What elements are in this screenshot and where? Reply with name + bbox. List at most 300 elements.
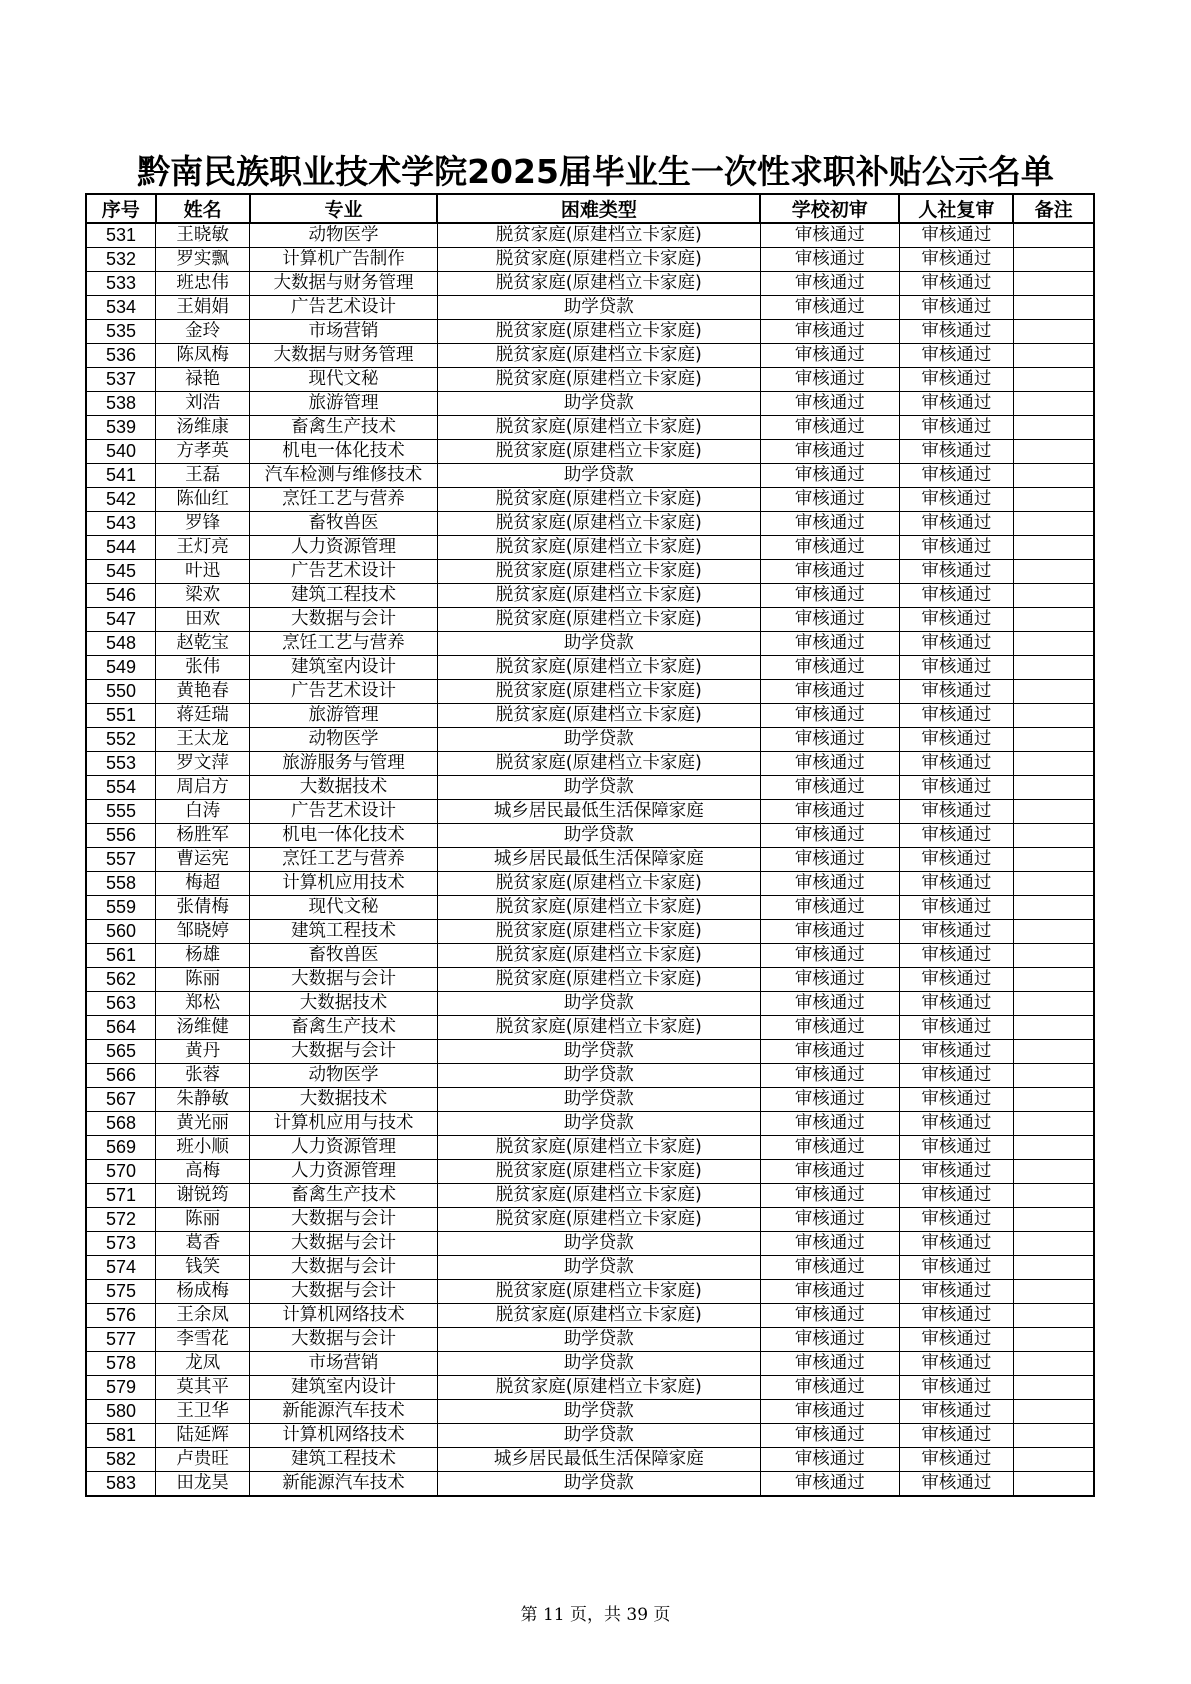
cell-index: 568 xyxy=(86,1112,156,1136)
cell-remarks xyxy=(1013,1328,1094,1352)
cell-remarks xyxy=(1013,1016,1094,1040)
cell-name: 王灯亮 xyxy=(156,536,250,560)
cell-major: 汽车检测与维修技术 xyxy=(250,464,438,488)
cell-name: 汤维健 xyxy=(156,1016,250,1040)
cell-index: 536 xyxy=(86,344,156,368)
table-row xyxy=(86,632,1094,656)
cell-school-review: 审核通过 xyxy=(760,1232,899,1256)
cell-remarks xyxy=(1013,1136,1094,1160)
cell-hr-review: 审核通过 xyxy=(899,223,1013,248)
cell-hr-review: 审核通过 xyxy=(899,512,1013,536)
cell-remarks xyxy=(1013,416,1094,440)
cell-hr-review: 审核通过 xyxy=(899,1400,1013,1424)
cell-name: 谢锐筠 xyxy=(156,1184,250,1208)
cell-school-review: 审核通过 xyxy=(760,464,899,488)
table-row xyxy=(86,1280,1094,1304)
cell-remarks xyxy=(1013,872,1094,896)
cell-index: 563 xyxy=(86,992,156,1016)
cell-major: 旅游管理 xyxy=(250,704,438,728)
cell-major: 大数据与会计 xyxy=(250,1208,438,1232)
cell-major: 市场营销 xyxy=(250,320,438,344)
cell-difficulty-type: 脱贫家庭(原建档立卡家庭) xyxy=(437,488,760,512)
cell-remarks xyxy=(1013,272,1094,296)
cell-name: 汤维康 xyxy=(156,416,250,440)
cell-index: 559 xyxy=(86,896,156,920)
cell-major: 大数据与会计 xyxy=(250,1256,438,1280)
cell-major: 大数据与会计 xyxy=(250,1040,438,1064)
cell-hr-review: 审核通过 xyxy=(899,776,1013,800)
table-row xyxy=(86,440,1094,464)
cell-name: 王卫华 xyxy=(156,1400,250,1424)
cell-major: 广告艺术设计 xyxy=(250,560,438,584)
cell-name: 朱静敏 xyxy=(156,1088,250,1112)
cell-index: 548 xyxy=(86,632,156,656)
cell-index: 565 xyxy=(86,1040,156,1064)
table-row xyxy=(86,1016,1094,1040)
cell-major: 现代文秘 xyxy=(250,896,438,920)
cell-name: 禄艳 xyxy=(156,368,250,392)
cell-name: 杨成梅 xyxy=(156,1280,250,1304)
cell-school-review: 审核通过 xyxy=(760,824,899,848)
cell-major: 新能源汽车技术 xyxy=(250,1400,438,1424)
cell-remarks xyxy=(1013,536,1094,560)
cell-difficulty-type: 脱贫家庭(原建档立卡家庭) xyxy=(437,440,760,464)
cell-difficulty-type: 城乡居民最低生活保障家庭 xyxy=(437,1448,760,1472)
cell-difficulty-type: 脱贫家庭(原建档立卡家庭) xyxy=(437,896,760,920)
cell-hr-review: 审核通过 xyxy=(899,800,1013,824)
cell-remarks xyxy=(1013,296,1094,320)
cell-school-review: 审核通过 xyxy=(760,752,899,776)
cell-name: 葛香 xyxy=(156,1232,250,1256)
cell-remarks xyxy=(1013,464,1094,488)
cell-remarks xyxy=(1013,776,1094,800)
cell-major: 人力资源管理 xyxy=(250,536,438,560)
cell-major: 市场营销 xyxy=(250,1352,438,1376)
cell-name: 曹运宪 xyxy=(156,848,250,872)
cell-name: 钱笑 xyxy=(156,1256,250,1280)
table-row xyxy=(86,1136,1094,1160)
cell-index: 543 xyxy=(86,512,156,536)
cell-hr-review: 审核通过 xyxy=(899,1136,1013,1160)
table-row xyxy=(86,320,1094,344)
cell-difficulty-type: 助学贷款 xyxy=(437,464,760,488)
col-header-school-review: 学校初审 xyxy=(760,194,899,223)
cell-difficulty-type: 脱贫家庭(原建档立卡家庭) xyxy=(437,1136,760,1160)
table-row xyxy=(86,680,1094,704)
cell-difficulty-type: 助学贷款 xyxy=(437,1424,760,1448)
cell-major: 新能源汽车技术 xyxy=(250,1472,438,1497)
cell-remarks xyxy=(1013,1376,1094,1400)
cell-difficulty-type: 脱贫家庭(原建档立卡家庭) xyxy=(437,536,760,560)
document-title: 黔南民族职业技术学院2025届毕业生一次性求职补贴公示名单 xyxy=(137,152,1054,191)
cell-difficulty-type: 脱贫家庭(原建档立卡家庭) xyxy=(437,368,760,392)
cell-name: 罗文萍 xyxy=(156,752,250,776)
cell-school-review: 审核通过 xyxy=(760,1424,899,1448)
cell-major: 建筑工程技术 xyxy=(250,920,438,944)
cell-index: 546 xyxy=(86,584,156,608)
cell-school-review: 审核通过 xyxy=(760,392,899,416)
cell-major: 大数据技术 xyxy=(250,992,438,1016)
cell-index: 564 xyxy=(86,1016,156,1040)
cell-remarks xyxy=(1013,1232,1094,1256)
cell-name: 陈仙红 xyxy=(156,488,250,512)
cell-school-review: 审核通过 xyxy=(760,536,899,560)
cell-index: 571 xyxy=(86,1184,156,1208)
cell-name: 田龙昊 xyxy=(156,1472,250,1497)
cell-name: 龙凤 xyxy=(156,1352,250,1376)
cell-remarks xyxy=(1013,1424,1094,1448)
cell-hr-review: 审核通过 xyxy=(899,344,1013,368)
cell-school-review: 审核通过 xyxy=(760,1088,899,1112)
cell-major: 畜牧兽医 xyxy=(250,512,438,536)
cell-major: 动物医学 xyxy=(250,728,438,752)
cell-remarks xyxy=(1013,1112,1094,1136)
cell-hr-review: 审核通过 xyxy=(899,560,1013,584)
table-row xyxy=(86,1448,1094,1472)
cell-school-review: 审核通过 xyxy=(760,584,899,608)
cell-school-review: 审核通过 xyxy=(760,632,899,656)
table-row xyxy=(86,608,1094,632)
table-row xyxy=(86,992,1094,1016)
cell-name: 陈丽 xyxy=(156,1208,250,1232)
cell-name: 卢贵旺 xyxy=(156,1448,250,1472)
table-row xyxy=(86,1472,1094,1497)
cell-hr-review: 审核通过 xyxy=(899,1208,1013,1232)
cell-name: 杨胜军 xyxy=(156,824,250,848)
cell-hr-review: 审核通过 xyxy=(899,728,1013,752)
cell-hr-review: 审核通过 xyxy=(899,968,1013,992)
cell-hr-review: 审核通过 xyxy=(899,272,1013,296)
cell-name: 白涛 xyxy=(156,800,250,824)
cell-difficulty-type: 脱贫家庭(原建档立卡家庭) xyxy=(437,656,760,680)
col-header-major: 专业 xyxy=(250,194,438,223)
cell-hr-review: 审核通过 xyxy=(899,704,1013,728)
cell-major: 广告艺术设计 xyxy=(250,800,438,824)
cell-school-review: 审核通过 xyxy=(760,1184,899,1208)
cell-name: 王余凤 xyxy=(156,1304,250,1328)
cell-index: 539 xyxy=(86,416,156,440)
cell-index: 556 xyxy=(86,824,156,848)
cell-index: 547 xyxy=(86,608,156,632)
cell-name: 郑松 xyxy=(156,992,250,1016)
cell-remarks xyxy=(1013,440,1094,464)
cell-school-review: 审核通过 xyxy=(760,1304,899,1328)
table-row xyxy=(86,1256,1094,1280)
table-row xyxy=(86,1424,1094,1448)
cell-hr-review: 审核通过 xyxy=(899,584,1013,608)
cell-difficulty-type: 城乡居民最低生活保障家庭 xyxy=(437,800,760,824)
cell-hr-review: 审核通过 xyxy=(899,488,1013,512)
cell-index: 554 xyxy=(86,776,156,800)
cell-school-review: 审核通过 xyxy=(760,1448,899,1472)
cell-remarks xyxy=(1013,1064,1094,1088)
cell-index: 557 xyxy=(86,848,156,872)
cell-hr-review: 审核通过 xyxy=(899,440,1013,464)
table-row xyxy=(86,1112,1094,1136)
cell-school-review: 审核通过 xyxy=(760,1040,899,1064)
cell-difficulty-type: 脱贫家庭(原建档立卡家庭) xyxy=(437,1016,760,1040)
cell-difficulty-type: 脱贫家庭(原建档立卡家庭) xyxy=(437,1160,760,1184)
cell-index: 560 xyxy=(86,920,156,944)
cell-school-review: 审核通过 xyxy=(760,512,899,536)
cell-major: 计算机广告制作 xyxy=(250,248,438,272)
cell-difficulty-type: 脱贫家庭(原建档立卡家庭) xyxy=(437,1304,760,1328)
table-row xyxy=(86,704,1094,728)
cell-index: 541 xyxy=(86,464,156,488)
cell-major: 大数据与财务管理 xyxy=(250,344,438,368)
cell-name: 刘浩 xyxy=(156,392,250,416)
cell-name: 黄光丽 xyxy=(156,1112,250,1136)
table-row xyxy=(86,800,1094,824)
cell-major: 大数据与会计 xyxy=(250,608,438,632)
table-row xyxy=(86,1400,1094,1424)
cell-school-review: 审核通过 xyxy=(760,1280,899,1304)
cell-name: 王晓敏 xyxy=(156,223,250,248)
cell-difficulty-type: 脱贫家庭(原建档立卡家庭) xyxy=(437,680,760,704)
cell-school-review: 审核通过 xyxy=(760,800,899,824)
cell-name: 张蓉 xyxy=(156,1064,250,1088)
cell-hr-review: 审核通过 xyxy=(899,536,1013,560)
cell-index: 552 xyxy=(86,728,156,752)
cell-hr-review: 审核通过 xyxy=(899,920,1013,944)
cell-remarks xyxy=(1013,824,1094,848)
cell-school-review: 审核通过 xyxy=(760,1064,899,1088)
table-row xyxy=(86,1352,1094,1376)
cell-hr-review: 审核通过 xyxy=(899,1448,1013,1472)
cell-major: 大数据与会计 xyxy=(250,968,438,992)
cell-remarks xyxy=(1013,344,1094,368)
cell-hr-review: 审核通过 xyxy=(899,1280,1013,1304)
table-row xyxy=(86,488,1094,512)
cell-school-review: 审核通过 xyxy=(760,1352,899,1376)
cell-index: 540 xyxy=(86,440,156,464)
cell-school-review: 审核通过 xyxy=(760,728,899,752)
cell-index: 570 xyxy=(86,1160,156,1184)
cell-difficulty-type: 助学贷款 xyxy=(437,776,760,800)
cell-index: 578 xyxy=(86,1352,156,1376)
cell-difficulty-type: 脱贫家庭(原建档立卡家庭) xyxy=(437,223,760,248)
cell-major: 畜禽生产技术 xyxy=(250,1184,438,1208)
cell-school-review: 审核通过 xyxy=(760,1328,899,1352)
cell-index: 531 xyxy=(86,223,156,248)
table-row xyxy=(86,1088,1094,1112)
cell-index: 572 xyxy=(86,1208,156,1232)
cell-name: 邹晓婷 xyxy=(156,920,250,944)
cell-remarks xyxy=(1013,392,1094,416)
col-header-index: 序号 xyxy=(86,194,156,223)
cell-major: 建筑工程技术 xyxy=(250,584,438,608)
cell-difficulty-type: 助学贷款 xyxy=(437,1400,760,1424)
cell-hr-review: 审核通过 xyxy=(899,1184,1013,1208)
cell-name: 张倩梅 xyxy=(156,896,250,920)
cell-school-review: 审核通过 xyxy=(760,344,899,368)
cell-school-review: 审核通过 xyxy=(760,1208,899,1232)
col-header-name: 姓名 xyxy=(156,194,250,223)
cell-major: 大数据与财务管理 xyxy=(250,272,438,296)
col-header-remarks: 备注 xyxy=(1013,194,1094,223)
cell-name: 赵乾宝 xyxy=(156,632,250,656)
cell-remarks xyxy=(1013,1160,1094,1184)
cell-difficulty-type: 助学贷款 xyxy=(437,1256,760,1280)
header-row xyxy=(86,194,1094,223)
cell-remarks xyxy=(1013,1448,1094,1472)
cell-hr-review: 审核通过 xyxy=(899,1064,1013,1088)
cell-index: 574 xyxy=(86,1256,156,1280)
table-row xyxy=(86,1040,1094,1064)
cell-index: 562 xyxy=(86,968,156,992)
cell-hr-review: 审核通过 xyxy=(899,368,1013,392)
cell-index: 535 xyxy=(86,320,156,344)
cell-remarks xyxy=(1013,1352,1094,1376)
cell-major: 烹饪工艺与营养 xyxy=(250,632,438,656)
cell-school-review: 审核通过 xyxy=(760,320,899,344)
cell-school-review: 审核通过 xyxy=(760,680,899,704)
table-row xyxy=(86,1376,1094,1400)
cell-school-review: 审核通过 xyxy=(760,223,899,248)
cell-name: 王磊 xyxy=(156,464,250,488)
cell-major: 计算机应用技术 xyxy=(250,872,438,896)
table-row xyxy=(86,1160,1094,1184)
cell-index: 549 xyxy=(86,656,156,680)
table-row xyxy=(86,896,1094,920)
cell-name: 方孝英 xyxy=(156,440,250,464)
cell-hr-review: 审核通过 xyxy=(899,1352,1013,1376)
cell-index: 553 xyxy=(86,752,156,776)
cell-hr-review: 审核通过 xyxy=(899,1328,1013,1352)
cell-hr-review: 审核通过 xyxy=(899,1424,1013,1448)
cell-remarks xyxy=(1013,608,1094,632)
cell-index: 533 xyxy=(86,272,156,296)
cell-remarks xyxy=(1013,944,1094,968)
cell-name: 罗实飘 xyxy=(156,248,250,272)
cell-difficulty-type: 助学贷款 xyxy=(437,728,760,752)
cell-index: 580 xyxy=(86,1400,156,1424)
cell-difficulty-type: 脱贫家庭(原建档立卡家庭) xyxy=(437,1184,760,1208)
cell-index: 579 xyxy=(86,1376,156,1400)
cell-school-review: 审核通过 xyxy=(760,968,899,992)
cell-remarks xyxy=(1013,1400,1094,1424)
cell-remarks xyxy=(1013,1280,1094,1304)
cell-name: 罗锋 xyxy=(156,512,250,536)
cell-remarks xyxy=(1013,248,1094,272)
cell-remarks xyxy=(1013,728,1094,752)
cell-difficulty-type: 脱贫家庭(原建档立卡家庭) xyxy=(437,608,760,632)
table-row xyxy=(86,776,1094,800)
cell-remarks xyxy=(1013,920,1094,944)
table-row xyxy=(86,968,1094,992)
cell-name: 黄丹 xyxy=(156,1040,250,1064)
cell-name: 陈丽 xyxy=(156,968,250,992)
cell-remarks xyxy=(1013,800,1094,824)
table-row xyxy=(86,464,1094,488)
cell-index: 576 xyxy=(86,1304,156,1328)
cell-name: 高梅 xyxy=(156,1160,250,1184)
cell-major: 旅游服务与管理 xyxy=(250,752,438,776)
cell-hr-review: 审核通过 xyxy=(899,464,1013,488)
cell-hr-review: 审核通过 xyxy=(899,1256,1013,1280)
cell-remarks xyxy=(1013,656,1094,680)
cell-hr-review: 审核通过 xyxy=(899,1376,1013,1400)
cell-index: 534 xyxy=(86,296,156,320)
cell-major: 建筑室内设计 xyxy=(250,656,438,680)
table-row xyxy=(86,944,1094,968)
cell-index: 538 xyxy=(86,392,156,416)
cell-difficulty-type: 助学贷款 xyxy=(437,632,760,656)
table-row xyxy=(86,512,1094,536)
cell-school-review: 审核通过 xyxy=(760,296,899,320)
cell-remarks xyxy=(1013,488,1094,512)
cell-index: 532 xyxy=(86,248,156,272)
cell-difficulty-type: 助学贷款 xyxy=(437,1064,760,1088)
cell-major: 建筑室内设计 xyxy=(250,1376,438,1400)
cell-index: 583 xyxy=(86,1472,156,1497)
cell-school-review: 审核通过 xyxy=(760,1256,899,1280)
cell-major: 广告艺术设计 xyxy=(250,680,438,704)
cell-name: 王娟娟 xyxy=(156,296,250,320)
cell-difficulty-type: 脱贫家庭(原建档立卡家庭) xyxy=(437,968,760,992)
cell-major: 畜牧兽医 xyxy=(250,944,438,968)
cell-remarks xyxy=(1013,560,1094,584)
cell-school-review: 审核通过 xyxy=(760,1136,899,1160)
table-row xyxy=(86,1304,1094,1328)
cell-difficulty-type: 脱贫家庭(原建档立卡家庭) xyxy=(437,872,760,896)
cell-major: 大数据与会计 xyxy=(250,1232,438,1256)
cell-difficulty-type: 助学贷款 xyxy=(437,1112,760,1136)
cell-remarks xyxy=(1013,1088,1094,1112)
cell-index: 582 xyxy=(86,1448,156,1472)
cell-hr-review: 审核通过 xyxy=(899,848,1013,872)
cell-major: 人力资源管理 xyxy=(250,1136,438,1160)
table-row xyxy=(86,368,1094,392)
cell-difficulty-type: 脱贫家庭(原建档立卡家庭) xyxy=(437,272,760,296)
cell-index: 581 xyxy=(86,1424,156,1448)
cell-hr-review: 审核通过 xyxy=(899,992,1013,1016)
cell-school-review: 审核通过 xyxy=(760,896,899,920)
cell-remarks xyxy=(1013,223,1094,248)
cell-difficulty-type: 脱贫家庭(原建档立卡家庭) xyxy=(437,1376,760,1400)
cell-remarks xyxy=(1013,632,1094,656)
cell-remarks xyxy=(1013,704,1094,728)
table-row xyxy=(86,296,1094,320)
cell-remarks xyxy=(1013,896,1094,920)
table-row xyxy=(86,344,1094,368)
cell-hr-review: 审核通过 xyxy=(899,1088,1013,1112)
cell-difficulty-type: 城乡居民最低生活保障家庭 xyxy=(437,848,760,872)
cell-major: 建筑工程技术 xyxy=(250,1448,438,1472)
cell-name: 班忠伟 xyxy=(156,272,250,296)
cell-name: 叶迅 xyxy=(156,560,250,584)
cell-name: 陈凤梅 xyxy=(156,344,250,368)
cell-remarks xyxy=(1013,968,1094,992)
cell-difficulty-type: 助学贷款 xyxy=(437,1352,760,1376)
cell-major: 大数据技术 xyxy=(250,776,438,800)
cell-major: 人力资源管理 xyxy=(250,1160,438,1184)
cell-index: 555 xyxy=(86,800,156,824)
cell-remarks xyxy=(1013,1472,1094,1497)
cell-name: 田欢 xyxy=(156,608,250,632)
cell-hr-review: 审核通过 xyxy=(899,656,1013,680)
cell-name: 周启方 xyxy=(156,776,250,800)
cell-major: 计算机应用与技术 xyxy=(250,1112,438,1136)
cell-difficulty-type: 脱贫家庭(原建档立卡家庭) xyxy=(437,944,760,968)
cell-index: 542 xyxy=(86,488,156,512)
cell-difficulty-type: 助学贷款 xyxy=(437,392,760,416)
cell-hr-review: 审核通过 xyxy=(899,680,1013,704)
cell-remarks xyxy=(1013,992,1094,1016)
cell-index: 566 xyxy=(86,1064,156,1088)
cell-major: 旅游管理 xyxy=(250,392,438,416)
cell-major: 烹饪工艺与营养 xyxy=(250,848,438,872)
